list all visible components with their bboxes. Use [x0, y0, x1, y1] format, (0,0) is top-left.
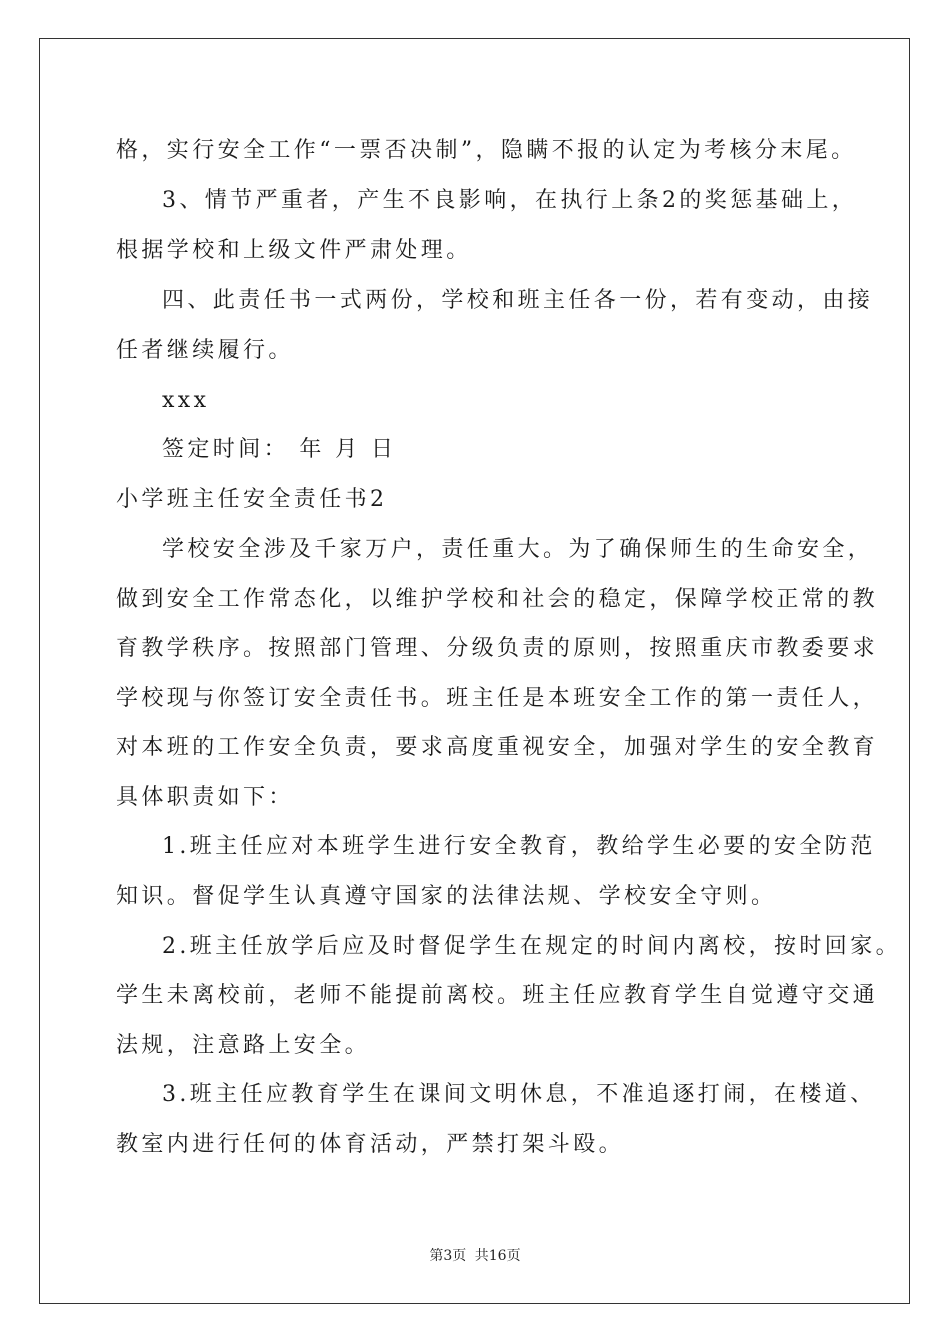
text-line-intro-cont-3: 学校现与你签订安全责任书。班主任是本班安全工作的第一责任人， — [116, 686, 879, 711]
page-total: 共16页 — [474, 1248, 521, 1264]
document-heading: 小学班主任安全责任书2 — [116, 487, 388, 512]
text-line-duty-3: 3.班主任应教育学生在课间文明休息，不准追逐打闹，在楼道、 — [162, 1082, 876, 1107]
text-line-intro-cont-1: 做到安全工作常态化，以维护学校和社会的稳定，保障学校正常的教 — [116, 587, 879, 612]
text-line-duty-1: 1.班主任应对本班学生进行安全教育，教给学生必要的安全防范 — [162, 834, 876, 859]
text-line-sign-date: 签定时间： 年 月 日 — [162, 437, 397, 462]
text-line-section-4: 四、此责任书一式两份，学校和班主任各一份，若有变动，由接 — [162, 288, 874, 313]
text-line-intro-cont-2: 育教学秩序。按照部门管理、分级负责的原则，按照重庆市教委要求 — [116, 636, 879, 661]
page-footer — [0, 1247, 950, 1265]
text-line-section-4-cont: 任者继续履行。 — [116, 338, 294, 363]
text-line-duty-2-cont-1: 学生未离校前，老师不能提前离校。班主任应教育学生自觉遵守交通 — [116, 983, 879, 1008]
text-line-duty-2-cont-2: 法规，注意路上安全。 — [116, 1033, 371, 1058]
page-number: 第3页 — [429, 1248, 467, 1264]
text-line-intro: 学校安全涉及千家万户，责任重大。为了确保师生的生命安全， — [162, 537, 874, 562]
text-line-clause-3: 3、情节严重者，产生不良影响，在执行上条2的奖惩基础上， — [162, 188, 858, 213]
text-line-intro-cont-4: 对本班的工作安全负责，要求高度重视安全，加强对学生的安全教育 — [116, 735, 879, 760]
text-line-duty-3-cont: 教室内进行任何的体育活动，严禁打架斗殴。 — [116, 1132, 625, 1157]
text-line-intro-cont-5: 具体职责如下： — [116, 785, 294, 810]
text-line-clause-3-cont: 根据学校和上级文件严肃处理。 — [116, 238, 472, 263]
page-border — [39, 38, 910, 1304]
text-line-duty-1-cont: 知识。督促学生认真遵守国家的法律法规、学校安全守则。 — [116, 884, 777, 909]
text-line-clause-continuation: 格，实行安全工作“一票否决制”，隐瞒不报的认定为考核分末尾。 — [116, 138, 857, 163]
text-line-signatory: xxx — [162, 388, 210, 413]
text-line-duty-2: 2.班主任放学后应及时督促学生在规定的时间内离校，按时回家。 — [162, 934, 901, 959]
